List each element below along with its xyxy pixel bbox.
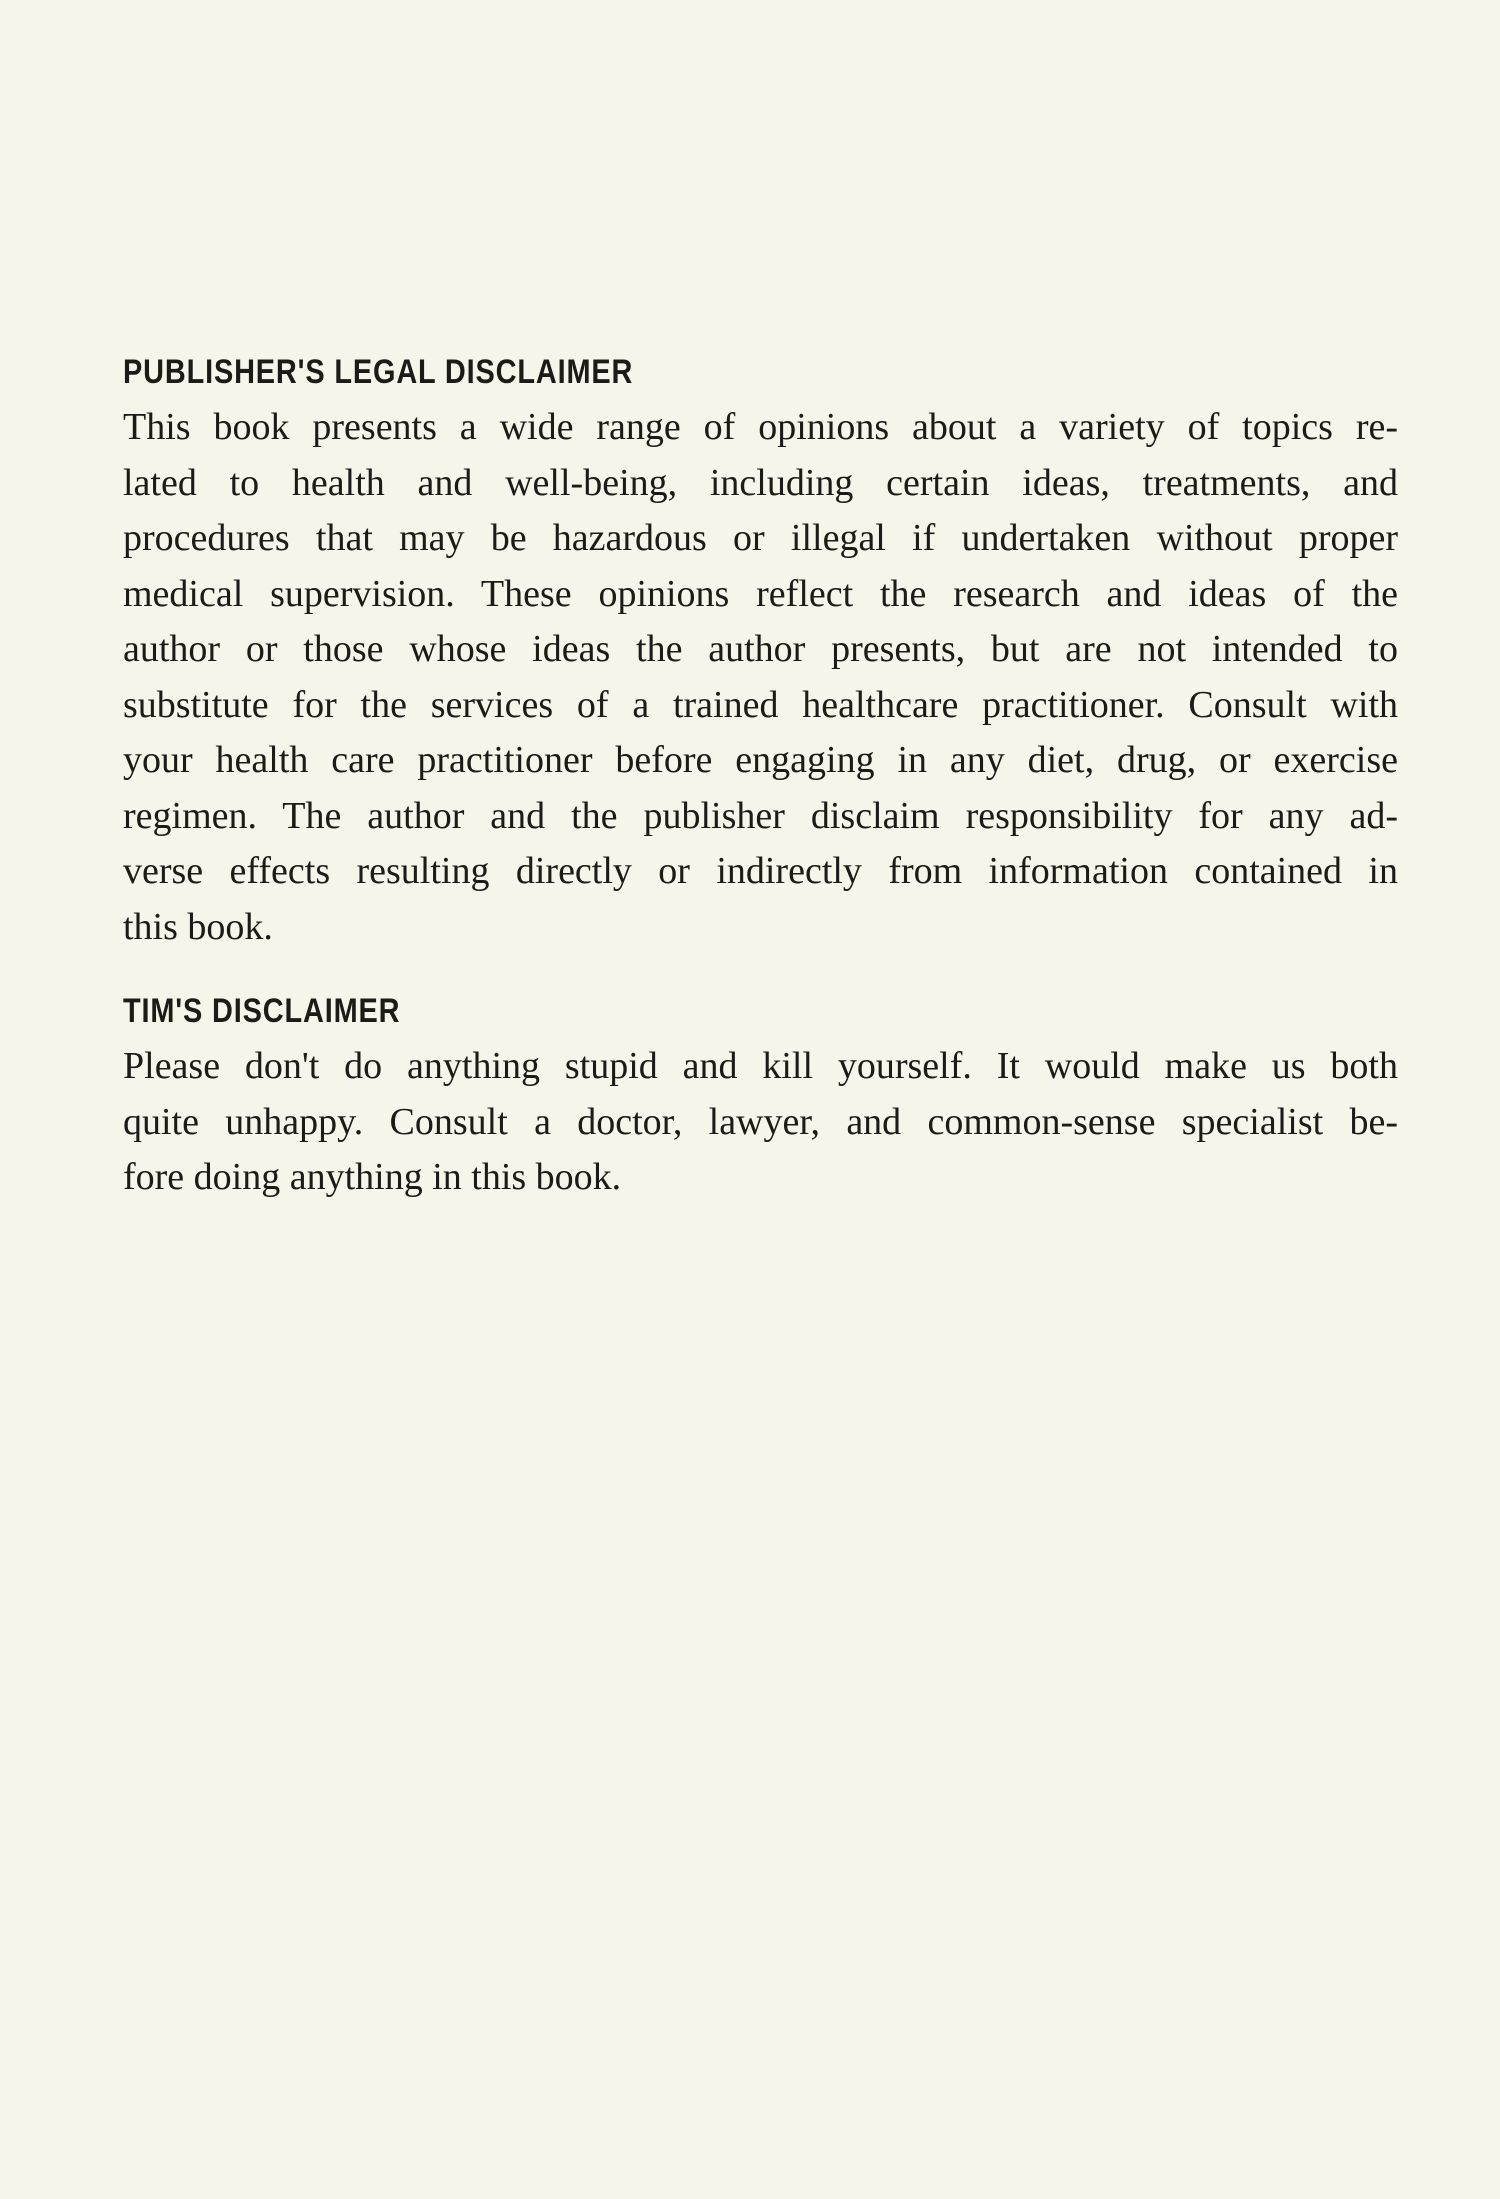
tims-disclaimer-section: [123, 989, 1398, 1206]
text-line: your health care practitioner before engaging in any diet, drug, or exercise: [123, 739, 1398, 781]
tims-disclaimer-body: [123, 1039, 1398, 1206]
text-line: medical supervision. These opinions reflect the research and ideas of the: [123, 572, 1398, 615]
tims-disclaimer-heading: TIM'S DISCLAIMER: [123, 992, 401, 1030]
text-line: this book.: [123, 905, 273, 948]
text-line: verse effects resulting directly or indirectly from information contained in: [123, 850, 1398, 892]
text-line: This book presents a wide range of opinions about a variety of topics re-: [123, 406, 1398, 448]
text-line: lated to health and well-being, including certain ideas, treatments, and: [123, 461, 1398, 504]
page-content: [123, 350, 1398, 1206]
text-line: quite unhappy. Consult a doctor, lawyer, and common-sense specialist be-: [123, 1100, 1398, 1143]
publisher-disclaimer-heading: PUBLISHER'S LEGAL DISCLAIMER: [123, 353, 634, 391]
text-line: substitute for the services of a trained healthcare practitioner. Consult with: [123, 683, 1398, 726]
publisher-disclaimer-body: [123, 400, 1398, 955]
text-line: author or those whose ideas the author presents, but are not intended to: [123, 628, 1398, 670]
text-line: Please don't do anything stupid and kill yourself. It would make us both: [123, 1045, 1398, 1087]
text-line: regimen. The author and the publisher disclaim responsibility for any ad-: [123, 794, 1398, 837]
text-line: fore doing anything in this book.: [123, 1156, 622, 1198]
publisher-disclaimer-section: [123, 350, 1398, 955]
text-line: procedures that may be hazardous or illegal if undertaken without proper: [123, 517, 1398, 559]
